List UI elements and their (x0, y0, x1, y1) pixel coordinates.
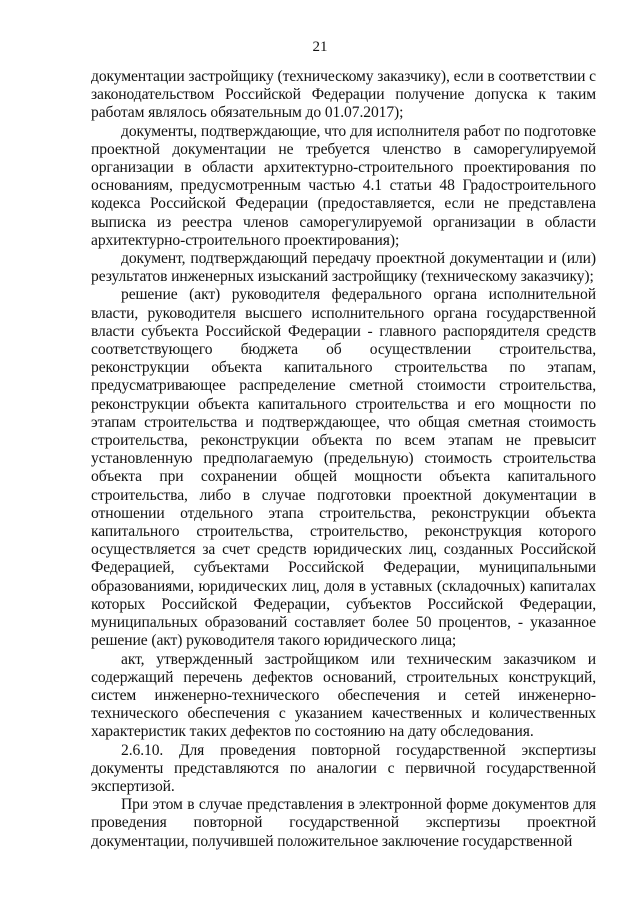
paragraph-7: При этом в случае представления в электронной форме документов для проведения повторной государственной экспертизы проектной документации, получившей положительное заключение государственной (91, 796, 596, 850)
page-number: 21 (312, 39, 328, 55)
paragraph-2: документы, подтверждающие, что для исполнителя работ по подготовке проектной документации не требуется членство в саморегулируемой организации в области архитектурно-строительного проектирования по основаниям, предусмотренным частью 4.1 статьи 48 Градостроительного кодекса Российской Федерации (предоставляется, если не представлена выписка из реестра членов саморегулируемой организации в области архитектурно-строительного проектирования); (91, 122, 596, 249)
paragraph-1: документации застройщику (техническому заказчику), если в соответствии с законодательством Российской Федерации получение допуска к таким работам являлось обязательным до 01.07.2017); (91, 68, 596, 122)
paragraph-6: 2.6.10. Для проведения повторной государственной экспертизы документы представляются по аналогии с первичной государственной экспертизой. (91, 741, 596, 795)
paragraph-5: акт, утвержденный застройщиком или техническим заказчиком и содержащий перечень дефектов оснований, строительных конструкций, систем инженерно-технического обеспечения и сетей инженерно-технического обеспечения с указанием качественных и количественных характеристик таких дефектов по состоянию на дату обследования. (91, 650, 596, 741)
document-body (91, 68, 596, 851)
paragraph-3: документ, подтверждающий передачу проектной документации и (или) результатов инженерных изысканий застройщику (техническому заказчику); (91, 250, 596, 286)
paragraph-4: решение (акт) руководителя федерального органа исполнительной власти, руководителя высшего исполнительного органа государственной власти субъекта Российской Федерации - главного распорядителя средств соответствующего бюджета об осуществлении строительства, реконструкции объекта капитального строительства по этапам, предусматривающее распределение сметной стоимости строительства, реконструкции объекта капитального строительства и его мощности по этапам строительства и подтверждающее, что общая сметная стоимость строительства, реконструкции объекта по всем этапам не превысит установленную предполагаемую (предельную) стоимость строительства объекта при сохранении общей мощности объекта капитального строительства, либо в случае подготовки проектной документации в отношении отдельного этапа строительства, реконструкции объекта капитального строительства, строительство, реконструкция которого осуществляется за счет средств юридических лиц, созданных Российской Федерацией, субъектами Российской Федерации, муниципальными образованиями, юридических лиц, доля в уставных (складочных) капиталах которых Российской Федерации, субъектов Российской Федерации, муниципальных образований составляет более 50 процентов, - указанное решение (акт) руководителя такого юридического лица; (91, 286, 596, 650)
